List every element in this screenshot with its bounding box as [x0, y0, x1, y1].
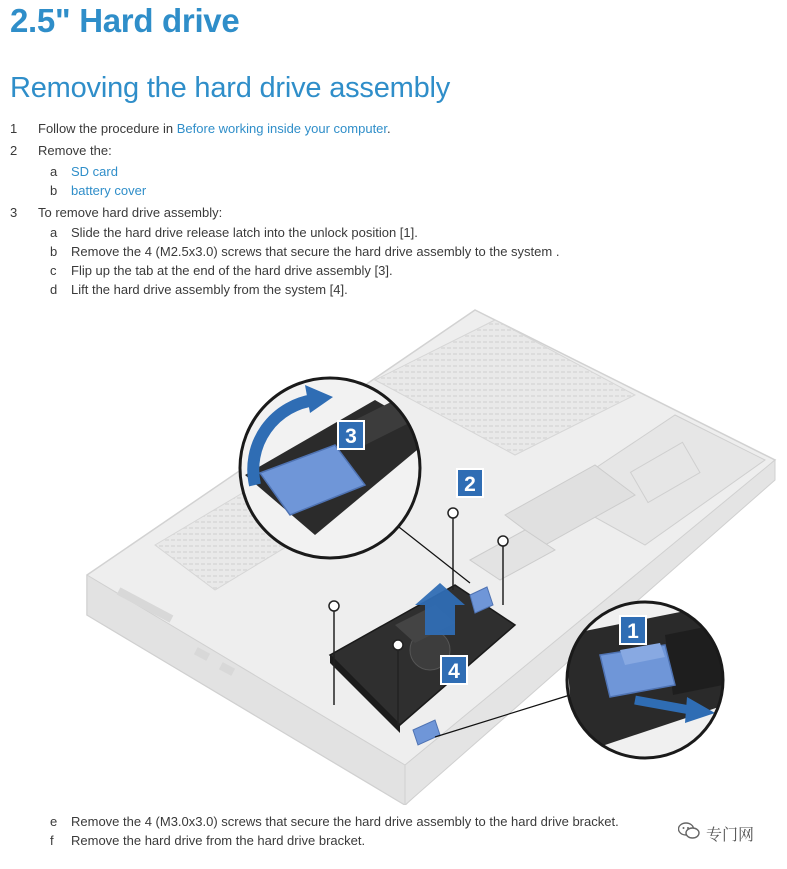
sub-step-text: Remove the 4 (M2.5x3.0) screws that secure the hard drive assembly to the system . — [71, 244, 560, 259]
step-text: Remove the: — [38, 143, 112, 158]
step-number: 2 — [10, 143, 18, 158]
sub-step-text: Flip up the tab at the end of the hard drive assembly [3]. — [71, 263, 393, 278]
step-text: To remove hard drive assembly: — [38, 205, 223, 220]
step-text — [38, 120, 391, 138]
before-working-link[interactable]: Before working inside your computer — [176, 121, 388, 136]
sub-step-letter: f — [50, 833, 54, 848]
step-number: 3 — [10, 205, 18, 220]
sub-step-letter: b — [50, 183, 58, 198]
sub-step-letter: c — [50, 263, 57, 278]
hard-drive-removal-illustration — [75, 305, 785, 805]
callout-4 — [441, 656, 467, 684]
sub-step-text: Remove the hard drive from the hard drive bracket. — [71, 833, 366, 848]
watermark — [678, 822, 754, 845]
sub-step-letter: e — [50, 814, 58, 829]
watermark-text: 专门网 — [706, 827, 755, 844]
callout-2 — [457, 469, 483, 497]
battery-cover-link[interactable]: battery cover — [71, 183, 147, 198]
section-title: Removing the hard drive assembly — [10, 72, 451, 104]
page-title: 2.5" Hard drive — [10, 2, 240, 39]
sub-step-text: Slide the hard drive release latch into the unlock position [1]. — [71, 225, 418, 240]
callout-1 — [620, 616, 646, 644]
sub-step-letter: b — [50, 244, 58, 259]
sub-step-letter: a — [50, 225, 58, 240]
sub-step-letter: a — [50, 164, 58, 179]
step-number: 1 — [10, 121, 18, 136]
svg-text:4: 4 — [448, 660, 460, 683]
svg-text:2: 2 — [464, 473, 476, 496]
svg-text:3: 3 — [345, 425, 357, 448]
svg-text:1: 1 — [627, 620, 639, 643]
sd-card-link[interactable]: SD card — [71, 164, 118, 179]
callout-3 — [338, 421, 364, 449]
sub-step-text: Remove the 4 (M3.0x3.0) screws that secure the hard drive assembly to the hard drive bracket. — [71, 814, 619, 829]
wechat-icon — [678, 822, 700, 845]
sub-step-text: Lift the hard drive assembly from the system [4]. — [71, 282, 348, 297]
sub-step-letter: d — [50, 282, 58, 297]
step-prefix: Follow the procedure in — [38, 121, 177, 136]
step-suffix: . — [387, 121, 391, 136]
